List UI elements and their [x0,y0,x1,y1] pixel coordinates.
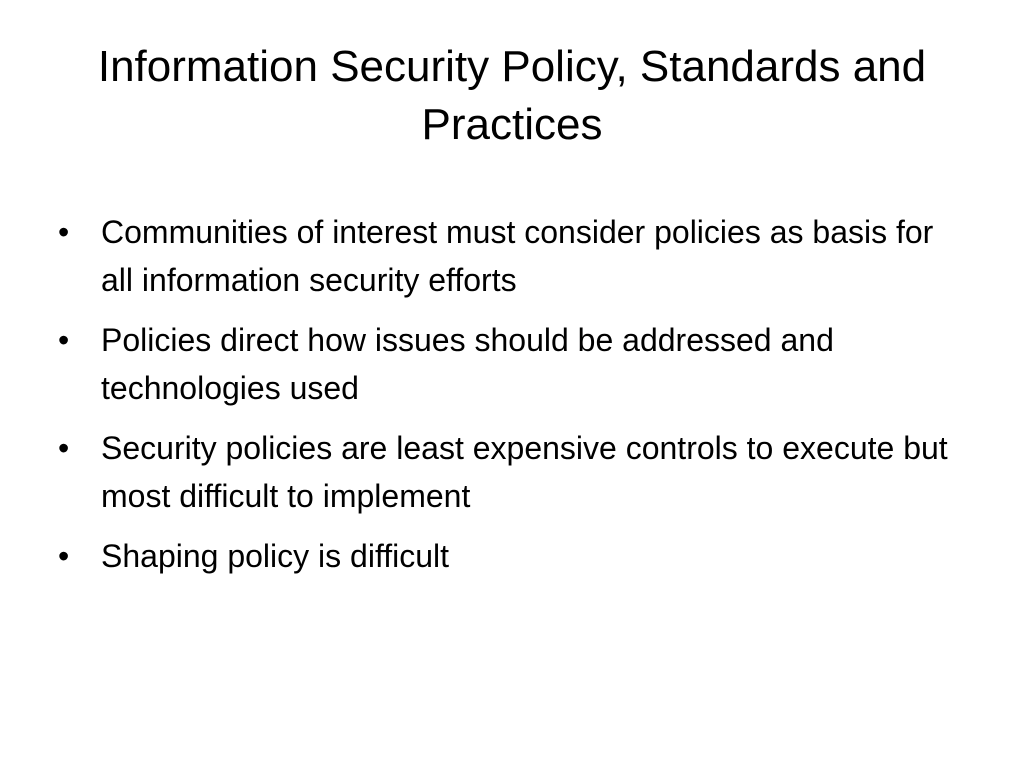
bullet-text: Policies direct how issues should be addressed and technologies used [101,322,834,406]
bullet-item [58,532,968,580]
slide-title: Information Security Policy, Standards and Practices [97,42,927,149]
bullet-marker: • [58,430,70,466]
bullet-item [58,424,968,520]
bullet-text: Communities of interest must consider policies as basis for all information security efforts [101,214,934,298]
bullet-marker: • [58,322,70,358]
bullet-marker: • [58,214,70,250]
bullet-text: Security policies are least expensive controls to execute but most difficult to implement [101,430,948,514]
bullet-text: Shaping policy is difficult [101,538,450,574]
bullet-item [58,208,968,304]
bullet-marker: • [58,538,70,574]
bullet-item [58,316,968,412]
bullet-list [58,208,968,592]
